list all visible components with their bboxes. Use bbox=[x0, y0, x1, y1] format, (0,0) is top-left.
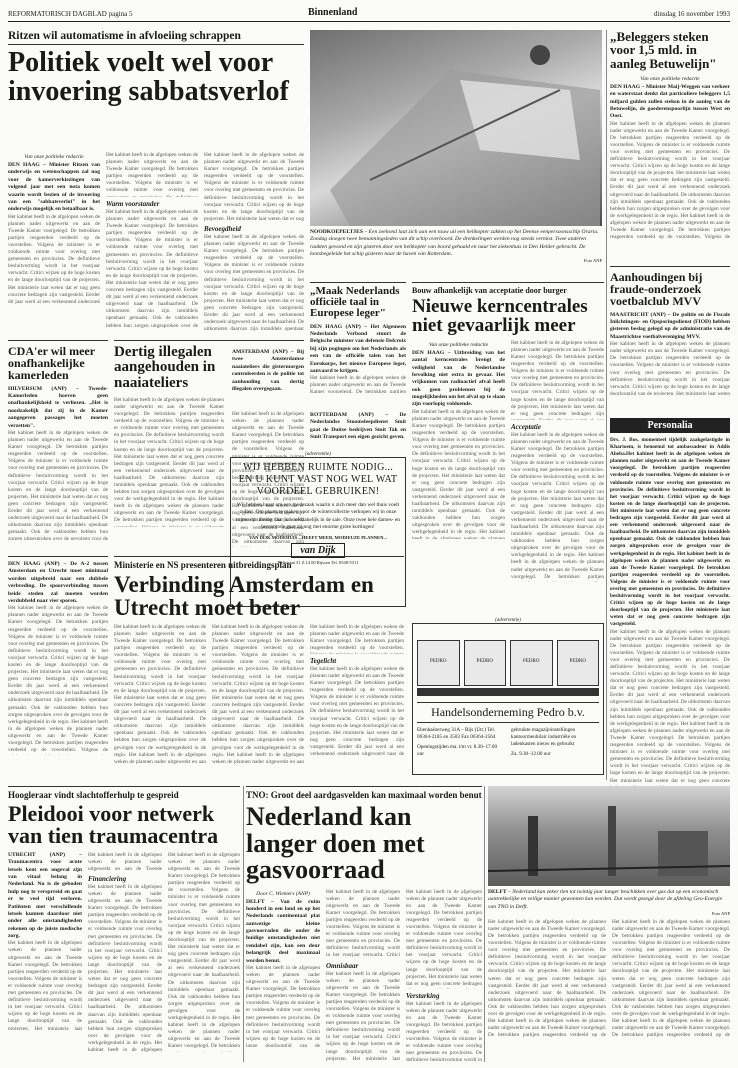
subheading: Warm voorstander bbox=[106, 200, 160, 208]
body-text bbox=[204, 234, 304, 332]
ad-tagline: VAN DIJK MODEHUIS ...HEEFT MEER, MODIEUZE PLANNEN... bbox=[249, 535, 387, 541]
col-right bbox=[310, 624, 404, 764]
byline: Door C. Wiemers (ANP) bbox=[256, 890, 310, 897]
ad-address: Ebenhaëzerweg 31A – Rijs (Utr.) Tel. 06364-2185 en 3503 Fax 06364-2564 bbox=[417, 727, 496, 741]
sabbat-col-3 bbox=[204, 152, 304, 335]
article-headline: Nieuwe kerncentrales niet gevaarlijk meer bbox=[412, 296, 588, 337]
article-kicker: Hoogleraar vindt slachtofferhulp te gespreid bbox=[8, 790, 179, 800]
ad-saturday-hours: Za. 9.30–12.00 uur bbox=[511, 751, 551, 758]
lead-paragraph: UTRECHT (ANP) – Traumacentra voor acute letsels kent een ongeval zijn van vitaal belang in Nederland. Nu is de geboden hulp nog te versprreid en gaat er te veel tijd verloren. Patiënten met verschillende letsels kunnen daardoor niet onder alle omstandigheden rekenen op de juiste medische zorg. bbox=[8, 851, 82, 939]
byline: Van onze politieke redactie bbox=[428, 341, 489, 348]
body-text bbox=[326, 971, 400, 1061]
body-text bbox=[106, 209, 198, 329]
lead-paragraph: MAASTRICHT (ANP) – De politie en de Fiscale Inlichtingen- en Opsporingsdienst (FIOD) hebben gisteren beslag gelegd op de administratie van de Maastrichtse voetbalvereniging MVV. bbox=[610, 311, 730, 340]
body-text bbox=[511, 432, 604, 582]
ad-tag: (advertentie) bbox=[495, 618, 521, 623]
article-kicker: Bouw afhankelijk van acceptatie door burger bbox=[412, 286, 567, 295]
article-headline: „Beleggers steken voor 1,5 mld. in aanleg Betuwelijn" bbox=[610, 29, 717, 71]
ad-headline: WIJ HEBBEN RUIMTE NODIG... EN U KUNT VAST NOG WEL WAT VOORDEEL GEBRUIKEN! bbox=[238, 462, 398, 497]
body-text bbox=[114, 624, 206, 764]
personalia-section bbox=[610, 418, 730, 780]
col-1 bbox=[246, 889, 320, 1061]
photo-credit: Foto ANP bbox=[711, 910, 730, 916]
article-europese-leger bbox=[310, 282, 406, 408]
article-kicker: Ministerie en NS presenteren uitbreidingsplan bbox=[114, 560, 292, 570]
lead-paragraph: DEN HAAG (ANP) – Het Algemeen Nederlands Verbond stuurt de Belgische minister van defensie Delcroix bij zijn pogingen om het Nederlands als een van de officiële talen van het Eurokorps, het nieuwe Europese leger, aanvaard te krijgen. bbox=[310, 323, 406, 374]
col-2 bbox=[326, 889, 400, 1061]
truck-row bbox=[417, 628, 599, 686]
subheading: Bevoegdheid bbox=[204, 225, 241, 233]
article-verbinding bbox=[114, 556, 404, 778]
ad-pedro bbox=[412, 618, 604, 778]
personalia-title: Personalia bbox=[610, 418, 730, 433]
body-text bbox=[511, 340, 604, 420]
body-text bbox=[310, 666, 404, 758]
photo-caption bbox=[310, 229, 602, 258]
paper-name: REFORMATORISCH DAGBLAD pagina 5 bbox=[8, 10, 133, 18]
body-text bbox=[212, 624, 304, 764]
body-text bbox=[8, 214, 100, 304]
lead-paragraph: DELFT – Van de ruim honderd in een land en op het Nederlands continentaal plat aanwezige kleine gasvoorraden die onder de huidige omstandigheden niet rendabel zijn, kan een deur belangrijk deel maximaal worden benut. bbox=[246, 898, 320, 964]
lead-paragraph: DEN HAAG (ANP) – De A-2 tussen Amsterdam en Utrecht moet minimaal worden uitgebreid naar een dubbele verbreding. De spoorverbinding tussen beide steden zal moeten worden verdubbeld naar vier sporen. bbox=[8, 561, 108, 604]
ad-products-text: gebruikte magazijninstellingen kantoormeubilair industriële en ladenkasten nieuw en gebruikt bbox=[511, 727, 577, 748]
article-kerncentrales bbox=[412, 282, 604, 612]
ad-box bbox=[412, 623, 604, 775]
truck-label: PEDRO bbox=[569, 659, 586, 664]
article-headline: Verbinding Amsterdam en Utrecht moet beter bbox=[114, 572, 374, 621]
article-headline: „Maak Nederlands officiële taal in Europese leger" bbox=[310, 285, 400, 320]
page-header bbox=[8, 6, 730, 22]
ad-products bbox=[511, 727, 599, 758]
article-headline: CDA'er wil meer onafhankelijke kamerleden bbox=[8, 344, 95, 383]
column-divider bbox=[484, 786, 485, 1062]
delft-photo bbox=[488, 786, 730, 886]
subheading: Tegelicht bbox=[310, 656, 337, 665]
body-text bbox=[106, 152, 198, 197]
truck-label: PEDRO bbox=[476, 659, 493, 664]
body-text bbox=[488, 919, 606, 1039]
sabbat-col-1 bbox=[8, 152, 100, 335]
photo2-columns bbox=[488, 919, 730, 1039]
industrial-illustration bbox=[488, 786, 730, 886]
column-divider bbox=[243, 786, 244, 1062]
ship-illustration bbox=[310, 30, 602, 226]
col-1 bbox=[8, 852, 82, 1052]
caption-lead: DELFT bbox=[488, 889, 507, 895]
col-2 bbox=[88, 852, 162, 1052]
article-headline: Politiek voelt wel voor invoering sabbatsverlof bbox=[8, 47, 289, 107]
ad-contact bbox=[417, 727, 505, 758]
truck-wheels-bar bbox=[417, 688, 599, 696]
body-text bbox=[406, 889, 482, 989]
ad-address: Beltstraat 31 Z.14 00 Rijssen Tel. 0548-5311 bbox=[277, 560, 359, 566]
verbinding-columns bbox=[114, 624, 404, 764]
body-text bbox=[204, 152, 304, 222]
article-headline: Nederland kan langer doen met gasvoorraad bbox=[246, 802, 425, 885]
lead-paragraph: DEN HAAG – Uitbreiding van het aantal kerncentrales brengt de veiligheid van de Nederlandse bevolking niet extra in gevaar. Het vrijkomen van radioactief afval heeft ook geen problemen bij de mogelijkheden om het afval op te slaan zijn voorlopig voldoende. bbox=[412, 349, 505, 408]
article-kicker: Ritzen wil automatisme in afvloeiing schrappen bbox=[8, 30, 304, 45]
kerncentrales-columns bbox=[412, 340, 604, 582]
lead-paragraph: HILVERSUM (ANP) – Tweede-Kamerleden hoeven geen onafhankelijkheid te verliezen. „Het is noodzakelijk dat zij in de Kamer aangegeven passages het moeten verzetten". bbox=[8, 385, 108, 429]
caption-text: – Nederland kan zeker tien tot twintig jaar langer beschikken over gas dat op een economisch aantrekkelijke en veilige manier gewonnen kan worden. Dat wordt gezegd door de afdeling Geo-Energie van TNO in Delft. bbox=[488, 889, 723, 910]
article-gasvoorraad bbox=[246, 786, 482, 1062]
truck-panel bbox=[464, 640, 507, 686]
col-left bbox=[412, 340, 505, 582]
subheading: Acceptatie bbox=[511, 422, 541, 431]
body-text bbox=[610, 341, 730, 395]
body-text bbox=[8, 605, 108, 755]
article-headline: Aanhoudingen bij fraude-onderzoek voetbalclub MVV bbox=[610, 270, 703, 309]
article-headline: Dertig illegalen aangehouden in naaiateliers bbox=[114, 344, 216, 391]
body-text bbox=[310, 624, 404, 654]
ad-tag: (advertentie) bbox=[305, 452, 331, 457]
personalia-lead: Drs. J. Bos, momenteel tijdelijk zaakgelastigde in Khartoem, is benoemd tot ambassadeur in Addis Abeba. Het kabinet heeft in de afgelopen weken de plannen nader uitgewerkt en aan de Tweede Kamer voorgelegd. De betrokken partijen reageerden verdeeld op de voorstellen. Volgens de minister is er voldoende ruimte voor overleg met gemeenten en provincies. De definitieve besluitvorming wordt in het voorjaar verwacht. Critici wijzen op de hoge kosten en de lange doorlooptijd van de projecten. Het ministerie laat weten dat er nog geen concrete bedragen zijn vastgesteld. Eerder dit jaar werd al een verkennend onderzoek uitgevoerd naar de haalbaarheid. De uitkomsten daarvan zijn inmiddels openbaar gemaakt. Ook de vakbonden hebben hun zorgen uitgesproken over de gevolgen voor de werkgelegenheid in de regio. Het kabinet heeft in de afgelopen weken de plannen nader uitgewerkt en aan de Tweede Kamer voorgelegd. De betrokken partijen reageerden verdeeld op de voorstellen. Volgens de minister is er voldoende ruimte voor overleg met gemeenten en provincies. De definitieve besluitvorming wordt in het voorjaar verwacht. Critici wijzen op de hoge kosten en de lange doorlooptijd van de projecten. Het ministerie laat weten dat er nog geen concrete bedragen zijn vastgesteld. bbox=[610, 437, 730, 629]
body-text bbox=[246, 965, 320, 1047]
body-text bbox=[114, 397, 224, 527]
col-3 bbox=[406, 889, 482, 1061]
subheading: Financiering bbox=[88, 874, 127, 883]
gas-columns bbox=[246, 889, 482, 1061]
ad-details bbox=[417, 727, 599, 758]
lead-paragraph: ROTTERDAM (ANP) – De Nederlandse Stoomsleepdienst Smit gaat de Duitse bedrijven Smit Tak en Smit Transport een eigen gezicht geven. bbox=[310, 412, 406, 441]
photo-credit: Foto ANP bbox=[583, 258, 602, 264]
body-text bbox=[610, 121, 730, 241]
body-text bbox=[8, 940, 82, 1030]
truck-panel bbox=[557, 640, 600, 686]
lead-paragraph: DEN HAAG – Minister Maij-Weggen van verkeer en waterstaat denkt dat particuliere beleggers 1,5 miljard gulden zullen steken in de aanleg van de Betuwelijn, de goederenspoorlijn tussen West en Oost. bbox=[610, 83, 730, 120]
truck-label: PEDRO bbox=[430, 659, 447, 664]
ad-logo: van Dijk bbox=[291, 543, 344, 558]
byline: Van onze politieke redactie bbox=[640, 75, 700, 82]
subheading: Omnisbaar bbox=[326, 961, 359, 970]
ad-company-name: Handelsonderneming Pedro b.v. bbox=[417, 702, 599, 723]
photo-block-delft bbox=[488, 786, 730, 1062]
truck-panel bbox=[417, 640, 460, 686]
body-text bbox=[326, 889, 400, 959]
caption-text: – Een zeehond laat zich aan een touw uit een helikopter zakken op het Deense eenpersoonsschip Oraria. Zondag sloegen twee bemanningsleden van dit schip overboord. De drenkelingen werden nog steeds vermist. Twee anderen raakten gewond en zijn gisteren door een helikopter van boord gehaald en naar het ziekenhuis in Den Helder gebracht. De lootsbegeleide het schip gisteren naar de haven van Rotterdam. bbox=[310, 229, 599, 257]
section-title: Binnenland bbox=[308, 7, 358, 18]
body-text bbox=[8, 430, 108, 540]
column-divider bbox=[606, 30, 607, 780]
ship-photo bbox=[310, 30, 602, 226]
issue-date: dinsdag 16 november 1993 bbox=[653, 10, 730, 18]
col-right bbox=[511, 340, 604, 582]
traumacentra-columns bbox=[8, 852, 240, 1052]
article-mvv bbox=[610, 266, 730, 414]
body-text bbox=[612, 919, 730, 1039]
lead-paragraph: DEN HAAG – Minister Ritzen van onderwijs en wetenschappen zal nog voor de kamerverkiezingen van volgend jaar met een nota komen waarin wordt bezien of de invoering van een "sabbatsverlof" in het onderwijs mogelijk en betaalbaar is. bbox=[8, 162, 100, 213]
article-rotterdam bbox=[310, 412, 406, 452]
article-headline: Pleidooi voor netwerk van tien traumacentra bbox=[8, 801, 219, 849]
ad-body: Wij hebben haast om een modezaak waarin u zich meer dan wel thuis voelt zullen. Om plaats te maken voor de wintercollectie verkopen wij in onze ruime opruiming daar is hoofdzakelijk in de sale. Onze twee hele dames- en herenmode gaat zij nog met enorme grote kortingen! bbox=[236, 502, 400, 530]
body-text bbox=[88, 884, 162, 1052]
ad-hours: Openingstijden ma. t/m vr. 8.30–17.00 uur bbox=[417, 744, 498, 758]
sabbat-col-2 bbox=[106, 152, 198, 335]
body-text bbox=[412, 409, 505, 539]
byline: Van onze politieke redactie bbox=[24, 154, 84, 160]
body-text bbox=[88, 852, 162, 872]
article-traumacentra bbox=[8, 786, 240, 1062]
body-text bbox=[168, 852, 240, 1052]
truck-panel bbox=[510, 640, 553, 686]
body-text bbox=[406, 1001, 482, 1061]
body-text bbox=[310, 375, 406, 393]
photo-caption bbox=[488, 889, 730, 911]
subheading: Verstarking bbox=[406, 991, 440, 1000]
article-cda bbox=[8, 340, 108, 550]
truck-label: PEDRO bbox=[523, 659, 540, 664]
article-a2-lead bbox=[8, 556, 108, 776]
photo-block-ship bbox=[310, 30, 602, 278]
lead-paragraph: AMSTERDAM (ANP) – Bij twee Amsterdamse naaiateliers die gistermorgen controleerden is de politie tot aanhouding van dertig illegalen overgegaan. bbox=[232, 349, 304, 392]
article-kicker: TNO: Groot deel aardgasvelden kan maximaal worden benut bbox=[246, 790, 482, 800]
caption-lead: NOODKOEPELTJES bbox=[310, 229, 363, 235]
article-beleggers bbox=[610, 30, 730, 260]
